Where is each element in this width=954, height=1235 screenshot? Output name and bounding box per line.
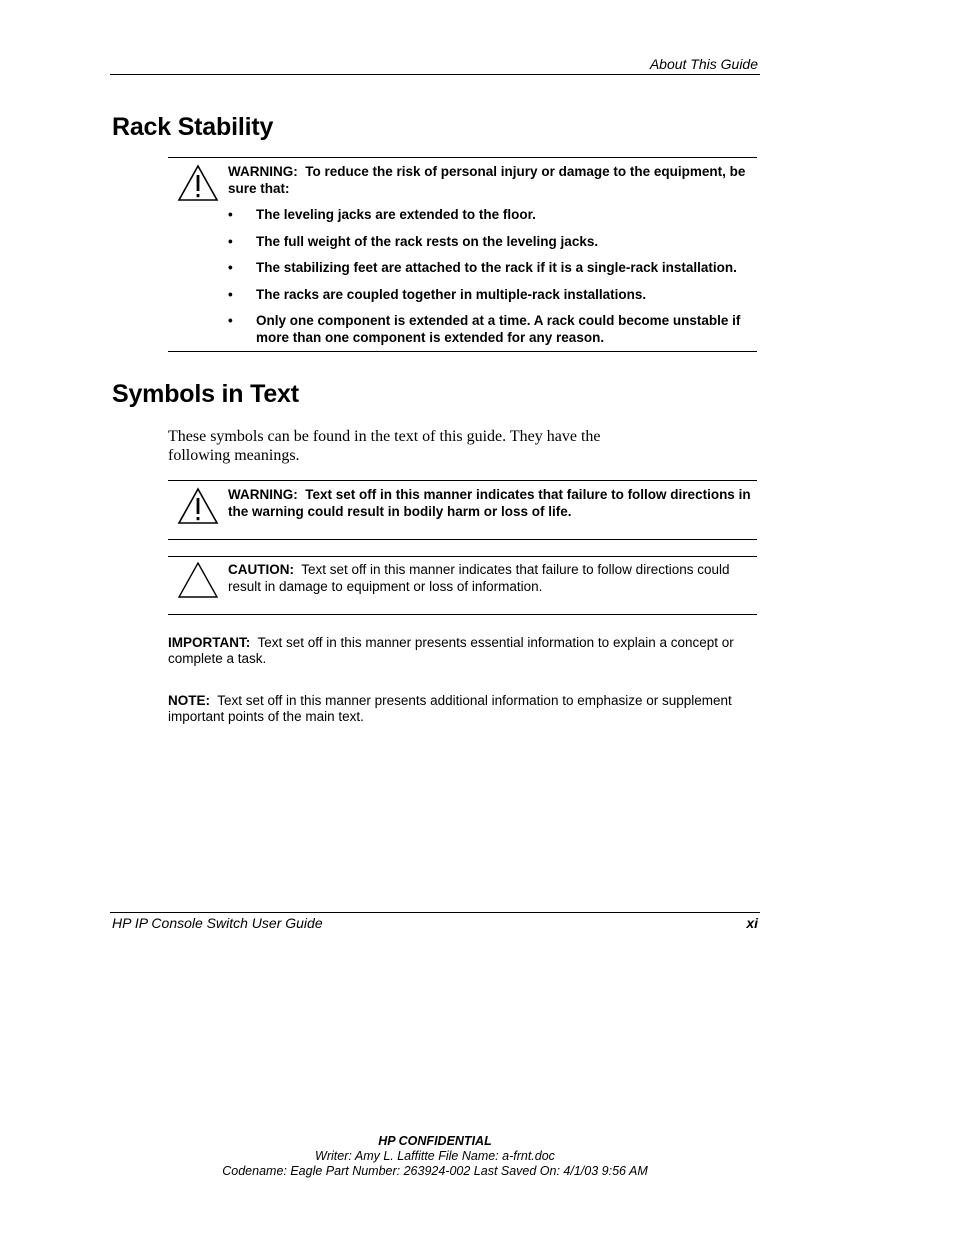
heading-rack-stability: Rack Stability <box>112 113 274 141</box>
list-item <box>224 312 757 346</box>
bullet-dot: • <box>228 313 233 328</box>
heading-symbols-in-text: Symbols in Text <box>112 380 299 408</box>
running-header: About This Guide <box>649 56 758 72</box>
symbols-intro: These symbols can be found in the text of this guide. They have the following meanings. <box>168 428 601 464</box>
caution-description: Text set off in this manner indicates that failure to follow directions could result in damage to equipment or loss of information. <box>228 562 730 594</box>
footer-guide-title: HP IP Console Switch User Guide <box>112 915 323 931</box>
warning-description: Text set off in this manner indicates that failure to follow directions in the warning could result in bodily harm or loss of life. <box>228 487 751 519</box>
symbol-caution-text <box>228 561 757 595</box>
note-description: Text set off in this manner presents additional information to emphasize or supplement important points of the main text. <box>168 693 732 724</box>
note-label: NOTE: <box>168 693 210 708</box>
rack-warning-box <box>168 157 757 352</box>
list-item-text: The stabilizing feet are attached to the rack if it is a single-rack installation. <box>256 260 737 275</box>
warning-intro: To reduce the risk of personal injury or damage to the equipment, be sure that: <box>228 164 746 196</box>
important-description: Text set off in this manner presents essential information to explain a concept or complete a task. <box>168 635 734 666</box>
list-item <box>224 233 757 250</box>
list-item-text: The full weight of the rack rests on the leveling jacks. <box>256 233 599 249</box>
important-paragraph <box>168 635 760 667</box>
symbol-caution-box <box>168 556 757 615</box>
writer-info: Writer: Amy L. Laffitte File Name: a-frnt.doc <box>315 1149 555 1163</box>
list-item-text: Only one component is extended at a time. A rack could become unstable if more than one component is extended for any reason. <box>256 313 741 345</box>
list-item <box>224 286 757 303</box>
caution-triangle-icon <box>176 560 220 600</box>
list-item <box>224 259 757 276</box>
page-number: xi <box>746 915 758 931</box>
list-item-text: The leveling jacks are extended to the floor. <box>256 207 536 222</box>
important-label: IMPORTANT: <box>168 635 251 650</box>
warning-triangle-icon <box>176 486 220 526</box>
bullet-dot: • <box>228 260 233 275</box>
footer-rule <box>110 912 760 913</box>
bullet-dot: • <box>228 286 233 302</box>
header-rule <box>110 74 760 75</box>
rack-warning-text <box>228 163 757 197</box>
list-item <box>224 206 757 223</box>
bullet-dot: • <box>228 233 233 249</box>
symbol-warning-text <box>228 486 757 520</box>
rack-bullet-list <box>224 206 757 346</box>
document-info: Codename: Eagle Part Number: 263924-002 Last Saved On: 4/1/03 9:56 AM <box>222 1164 648 1178</box>
warning-triangle-icon <box>176 163 220 203</box>
caution-label: CAUTION: <box>228 562 294 577</box>
list-item-text: The racks are coupled together in multiple-rack installations. <box>256 286 647 302</box>
symbol-warning-box <box>168 480 757 540</box>
bullet-dot: • <box>228 207 233 222</box>
warning-label: WARNING: <box>228 164 298 179</box>
warning-label: WARNING: <box>228 487 298 502</box>
confidential-label: HP CONFIDENTIAL <box>378 1134 492 1148</box>
note-paragraph <box>168 693 760 725</box>
